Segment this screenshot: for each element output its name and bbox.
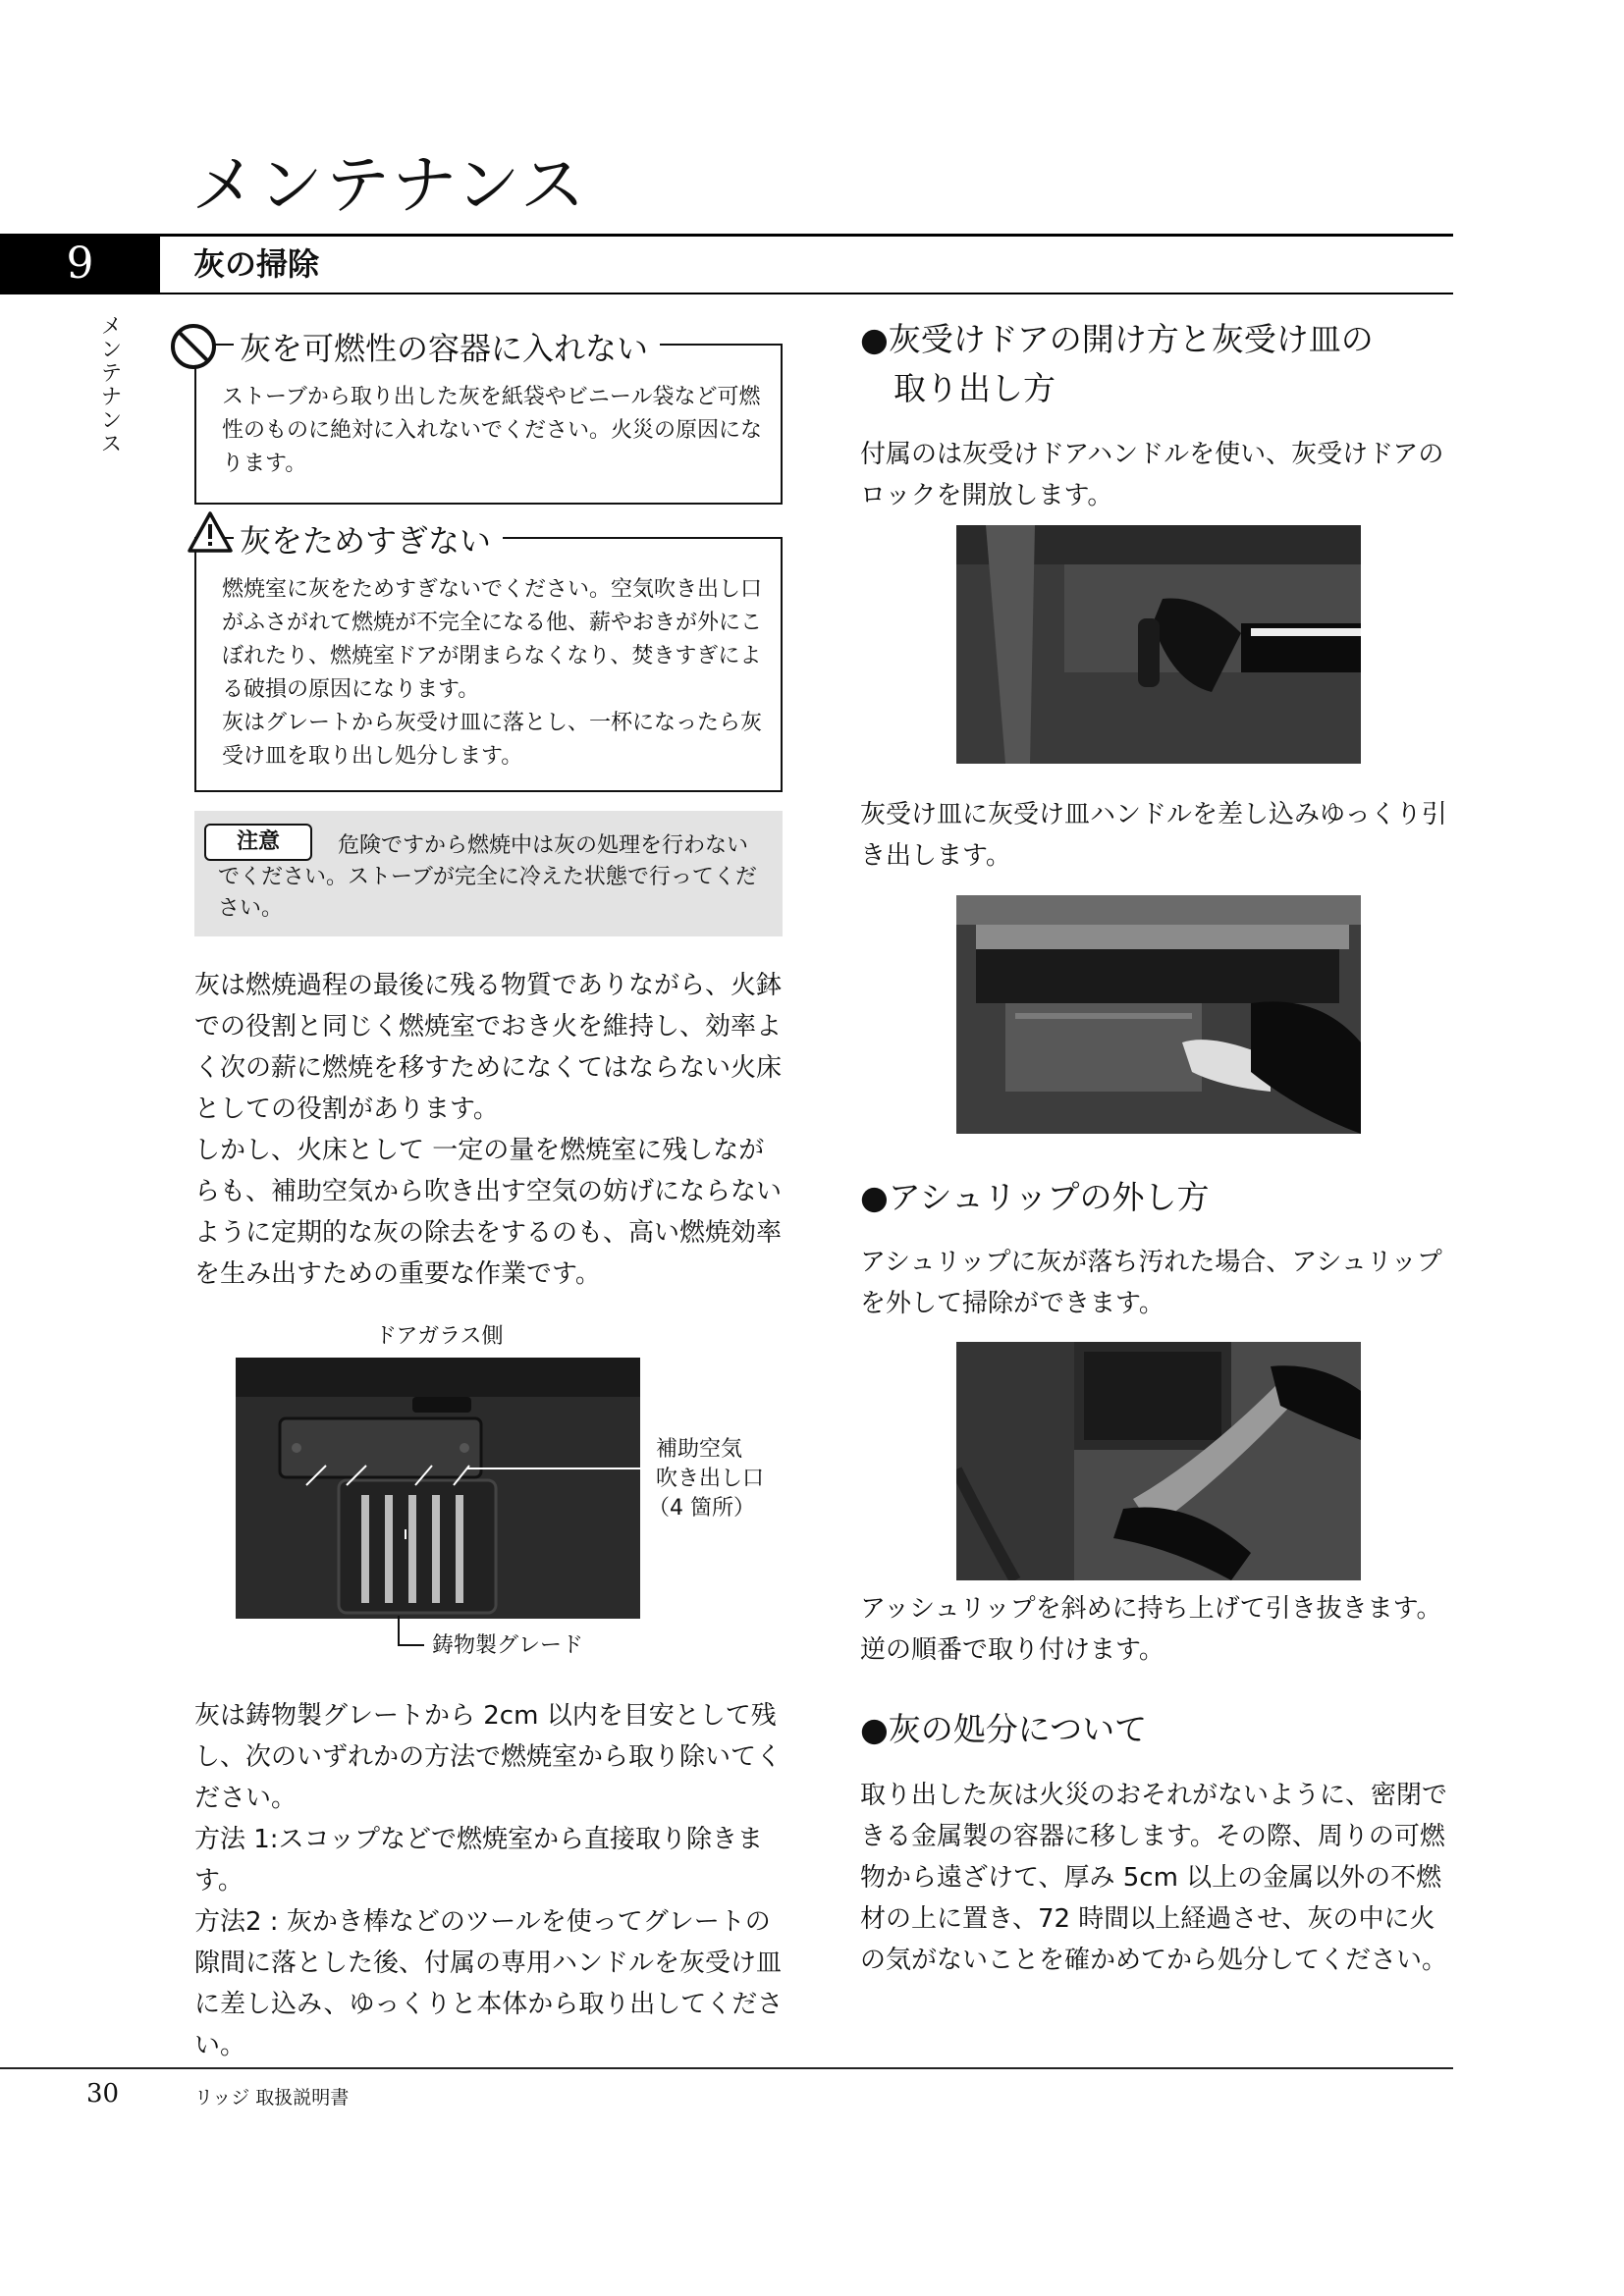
ash-pan-photo bbox=[956, 895, 1361, 1134]
section-title: 灰の掃除 bbox=[193, 245, 320, 283]
heading-ash-door-line2: 取り出し方 bbox=[893, 369, 1056, 407]
warning-title-2: 灰をためすぎない bbox=[234, 516, 503, 561]
ash-lip-text: アシュリップに灰が落ち汚れた場合、アシュリップを外して掃除ができます。 bbox=[860, 1248, 1442, 1318]
section-rule-top bbox=[160, 234, 1453, 237]
ash-door-text: 付属のは灰受けドアハンドルを使い、灰受けドアのロックを開放します。 bbox=[860, 440, 1444, 510]
warning-text-1: ストーブから取り出した灰を紙袋やビニール袋など可燃性のものに絶対に入れないでください。火災の原因になります。 bbox=[222, 385, 763, 476]
side-tab: メンテナンス bbox=[97, 314, 122, 455]
document-name: リッジ 取扱説明書 bbox=[194, 2087, 350, 2109]
caution-tag: 注意 bbox=[204, 824, 312, 861]
diagram-label-air-outlet-2: 吹き出し口 bbox=[656, 1467, 765, 1491]
caution-text: 危険ですから燃焼中は灰の処理を行わないでください。ストーブが完全に冷えた状態で行ってください。 bbox=[218, 833, 757, 921]
footer-rule bbox=[0, 2067, 1453, 2069]
diagram-leader-grate bbox=[397, 1616, 426, 1651]
grate-diagram-photo bbox=[236, 1358, 640, 1619]
heading-ash-door: ●灰受けドアの開け方と灰受け皿の bbox=[860, 320, 1374, 358]
ash-disposal-text: 取り出した灰は火災のおそれがないように、密閉できる金属製の容器に移します。その際、周りの可燃物から遠ざけて、厚み 5cm 以上の金属以外の不燃材の上に置き、72 時間以上経過させ、灰の中に火の気がないことを確かめてから処分してください。 bbox=[860, 1781, 1448, 1975]
page-number: 30 bbox=[86, 2079, 120, 2109]
diagram-label-grate: 鋳物製グレード bbox=[432, 1633, 584, 1658]
diagram-label-air-outlet-3: （4 箇所） bbox=[648, 1496, 755, 1521]
warning-text-2: 燃焼室に灰をためすぎないでください。空気吹き出し口がふさがれて燃焼が不完全になる他、薪やおきが外にこぼれたり、燃焼室ドアが閉まらなくなり、焚きすぎによる破損の原因になります。 灰はグレートから灰受け皿に落とし、一杯になったら灰受け皿を取り出し処分します。 bbox=[222, 577, 763, 769]
ash-lip-remove-text: アッシュリップを斜めに持ち上げて引き抜きます。逆の順番で取り付けます。 bbox=[860, 1594, 1442, 1665]
ash-lip-photo bbox=[956, 1342, 1361, 1580]
ash-door-photo bbox=[956, 525, 1361, 764]
warning-triangle-icon bbox=[187, 510, 234, 554]
ash-removal-paragraph: 灰は鋳物製グレートから 2cm 以内を目安として残し、次のいずれかの方法で燃焼室から取り除いてください。 方法 1:スコップなどで燃焼室から直接取り除きます。 方法2 : 灰かき棒などのツールを使ってグレートの隙間に落とした後、付属の専用ハンドルを灰受け皿に差し込み、ゆっくりと本体から取り出してください。 bbox=[194, 1701, 784, 2060]
heading-ash-lip: ●アシュリップの外し方 bbox=[860, 1178, 1210, 1216]
ash-pan-text: 灰受け皿に灰受け皿ハンドルを差し込みゆっくり引き出します。 bbox=[860, 800, 1447, 871]
section-number: 9 bbox=[66, 239, 94, 289]
warning-title-1: 灰を可燃性の容器に入れない bbox=[234, 324, 660, 369]
page-heading: メンテナンス bbox=[191, 147, 587, 223]
diagram-label-air-outlet-1: 補助空気 bbox=[656, 1437, 743, 1462]
prohibition-icon bbox=[169, 322, 218, 371]
heading-ash-disposal: ●灰の処分について bbox=[860, 1710, 1148, 1748]
ash-role-paragraph: 灰は燃焼過程の最後に残る物質でありながら、火鉢での役割と同じく燃焼室でおき火を維持し、効率よく次の薪に燃焼を移すためになくてはならない火床としての役割があります。 しかし、火床として 一定の量を燃焼室に残しながらも、補助空気から吹き出す空気の妨げにならないように定期的な灰の除去をするのも、高い燃焼効率を生み出すための重要な作業です。 bbox=[194, 971, 783, 1289]
section-rule-bottom bbox=[160, 293, 1453, 294]
diagram-label-door-glass: ドアガラス側 bbox=[375, 1324, 504, 1349]
